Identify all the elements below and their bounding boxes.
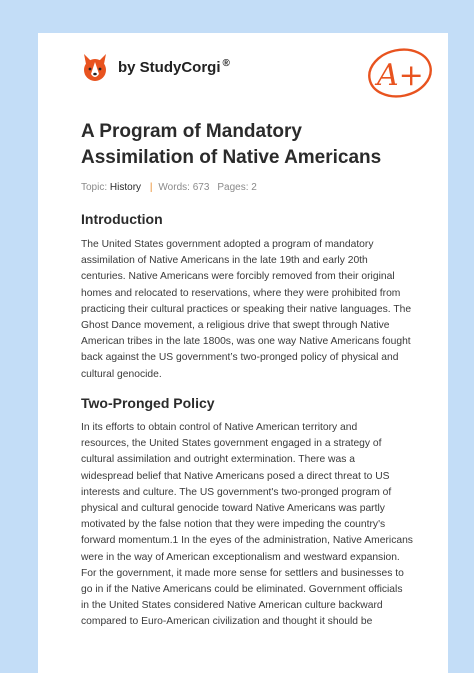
text-line: resources, the United States government engaged in a strategy of: [81, 438, 382, 450]
topic-label: Topic:: [81, 182, 108, 193]
text-line: interests and culture. The US government's two-pronged program of: [81, 486, 392, 498]
text-line: motivated by the false notion that they were impeding the country's: [81, 519, 386, 531]
text-line: Ghost Dance movement, a religious drive that swept through Native: [81, 320, 390, 332]
text-line: For the government, it made more sense for settlers and businesses to: [81, 567, 404, 579]
topic-link[interactable]: History: [109, 182, 142, 193]
grade-text: A+: [377, 58, 424, 93]
text-line: In its efforts to obtain control of Native American territory and: [81, 422, 358, 433]
text-line: were in the way of American exceptionalism and westward expansion.: [81, 551, 400, 563]
text-line: back against the US government’s two-pronged policy of physical and: [81, 352, 399, 364]
text-line: physical and cultural genocide toward Native Americans was partly: [81, 503, 385, 515]
text-line: centuries. Native Americans were forcibly removed from their original: [81, 271, 395, 283]
essay-page: [38, 33, 448, 673]
a-plus-stamp-icon: [365, 42, 437, 100]
corgi-logo-icon: [81, 52, 109, 82]
text-line: cultural assimilation and outright extermination. There was a: [81, 454, 355, 466]
title-line-2: Assimilation of Native Americans: [81, 147, 382, 168]
studycorgi-logo[interactable]: [81, 52, 230, 82]
text-line: practicing their cultural practices or speaking their native languages. The: [81, 303, 412, 315]
page-title: [81, 119, 421, 171]
text-line: in the United States considered Native American culture backward: [81, 600, 383, 612]
brand-name: by StudyCorgi ®: [118, 58, 230, 76]
text-line: forward momentum.1 In the eyes of the administration, Native Americans: [81, 535, 413, 547]
text-line: assimilation of Native Americans in the late 19th and early 20th: [81, 255, 368, 267]
page-count: Pages: 2: [217, 182, 257, 193]
title-line-1: A Program of Mandatory: [81, 121, 302, 142]
meta-separator: |: [149, 182, 153, 193]
text-line: widespread belief that Native Americans posed a direct threat to US: [81, 470, 390, 482]
text-line: go in if the Native Americans could be eliminated. Government officials: [81, 584, 403, 596]
introduction-paragraph: [81, 237, 431, 383]
text-line: homes and relocated to reservations, where they were prohibited from: [81, 287, 401, 299]
text-line: American tribes in the late 1800s, was one way Native Americans fought: [81, 336, 411, 348]
text-line: The United States government adopted a program of mandatory: [81, 239, 374, 250]
section-heading-introduction: Introduction: [81, 211, 163, 227]
text-line: cultural genocide.: [81, 368, 162, 380]
word-count: Words: 673: [158, 182, 210, 193]
text-line: compared to Euro-American civilization and thought it should be: [81, 616, 373, 628]
two-pronged-policy-paragraph: [81, 420, 431, 631]
section-heading-two-pronged-policy: Two-Pronged Policy: [81, 395, 215, 411]
essay-meta: [81, 182, 257, 193]
